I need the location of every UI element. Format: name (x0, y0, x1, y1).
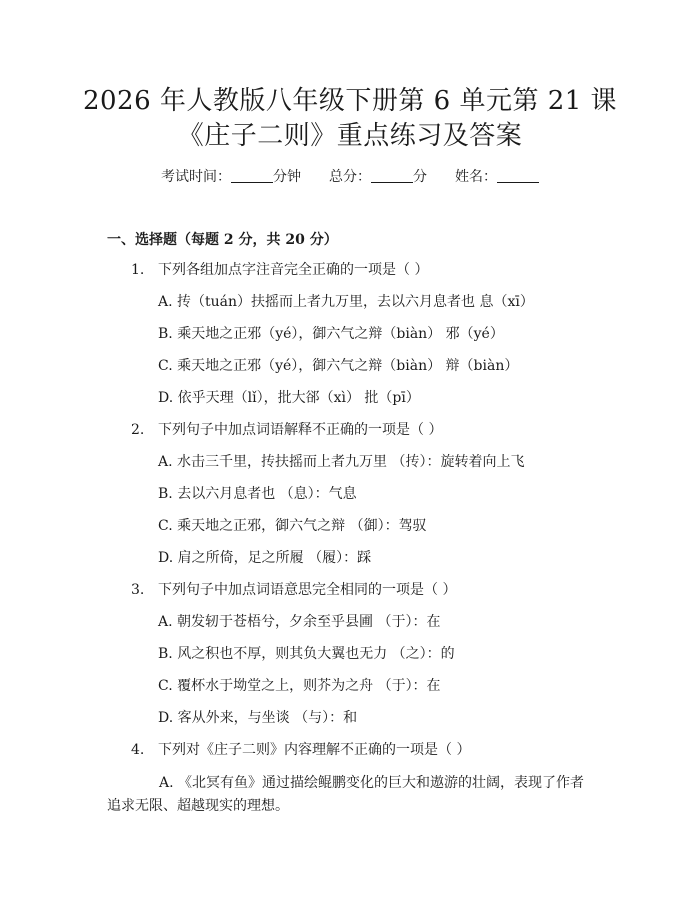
exam-time-blank (231, 168, 273, 183)
question-number: 1. (131, 262, 145, 278)
document-title-line-2: 《庄子二则》重点练习及答案 (177, 121, 523, 151)
question-4 (131, 740, 470, 760)
question-3 (131, 580, 456, 600)
question-4-option-a: A. 《北冥有鱼》通过描绘鲲鹏变化的巨大和遨游的壮阔，表现了作者追求无限、超越现实的理想。 (107, 775, 585, 814)
exam-time-unit: 分钟 (273, 169, 301, 185)
question-number: 2. (131, 422, 145, 438)
question-text: 下列句子中加点词语解释不正确的一项是（ ） (158, 422, 443, 438)
document-title-line-1: 2026 年人教版八年级下册第 6 单元第 21 课 (82, 86, 618, 116)
question-number: 3. (131, 582, 145, 598)
question-text: 下列对《庄子二则》内容理解不正确的一项是（ ） (158, 742, 471, 758)
question-2-option-a: A. 水击三千里，抟扶摇而上者九万里 （抟）：旋转着向上飞 (158, 454, 525, 470)
question-2-option-c: C. 乘天地之正邪，御六气之辩 （御）：驾驭 (158, 518, 427, 534)
question-3-option-c: C. 覆杯水于坳堂之上，则芥为之舟 （于）：在 (158, 678, 441, 694)
question-1-option-d: D. 依乎天理（lǐ），批大郤（xì） 批（pī） (158, 390, 420, 406)
exam-info (0, 167, 700, 187)
student-name-label: 姓名： (455, 169, 497, 185)
student-name-blank (497, 168, 539, 183)
question-1-option-a: A. 抟（tuán）扶摇而上者九万里，去以六月息者也 息（xī） (158, 294, 534, 310)
exam-time-label: 考试时间： (161, 169, 231, 185)
question-3-option-d: D. 客从外来，与坐谈 （与）：和 (158, 710, 358, 726)
total-score-blank (371, 168, 413, 183)
question-2-option-b: B. 去以六月息者也 （息）：气息 (158, 486, 357, 502)
total-score-label: 总分： (329, 169, 371, 185)
total-score-unit: 分 (413, 169, 427, 185)
question-text: 下列句子中加点词语意思完全相同的一项是（ ） (158, 582, 457, 598)
question-1-option-b: B. 乘天地之正邪（yé），御六气之辩（biàn） 邪（yé） (158, 326, 504, 342)
question-1-option-c: C. 乘天地之正邪（yé），御六气之辩（biàn） 辩（biàn） (158, 358, 519, 374)
question-2 (131, 420, 442, 440)
question-3-option-a: A. 朝发轫于苍梧兮，夕余至乎县圃 （于）：在 (158, 614, 441, 630)
question-number: 4. (131, 742, 145, 758)
question-1 (131, 260, 428, 280)
question-3-option-b: B. 风之积也不厚，则其负大翼也无力 （之）：的 (158, 646, 455, 662)
question-2-option-d: D. 肩之所倚，足之所履 （履）：踩 (158, 550, 372, 566)
section-heading-choice: 一、选择题（每题 2 分，共 20 分） (107, 232, 338, 248)
question-text: 下列各组加点字注音完全正确的一项是（ ） (158, 262, 429, 278)
